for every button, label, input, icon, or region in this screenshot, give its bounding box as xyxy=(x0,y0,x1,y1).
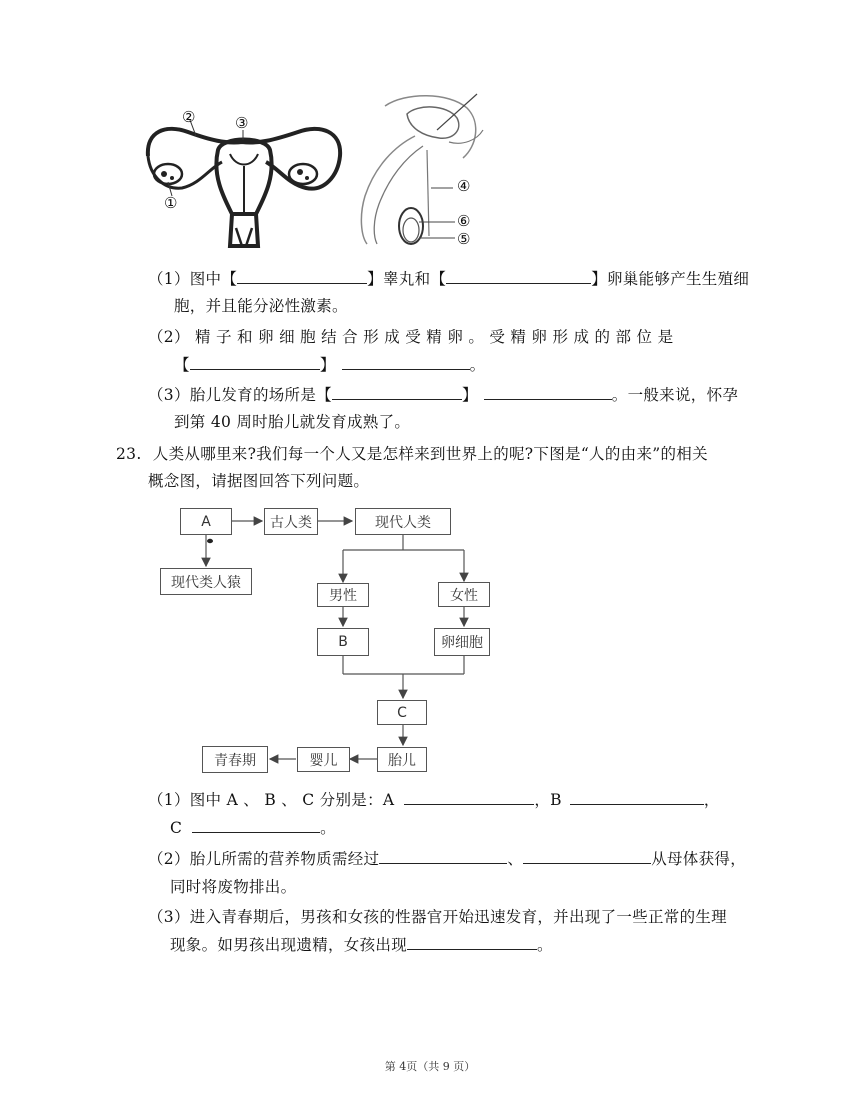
q23-blank-nutrient-path-2[interactable] xyxy=(523,848,651,864)
node-modern-human: 现代人类 xyxy=(355,508,451,535)
node-egg-cell: 卵细胞 xyxy=(434,628,490,656)
node-female: 女性 xyxy=(438,582,490,607)
label-2: ② xyxy=(182,108,196,126)
label-5: ⑤ xyxy=(457,230,471,248)
q22-part3-line1: （3）胎儿发育的场所是【 】 。一般来说，怀孕 xyxy=(148,386,739,404)
q23-blank-B[interactable] xyxy=(570,789,704,805)
node-baby: 婴儿 xyxy=(297,747,350,772)
q22-blank-ovary[interactable] xyxy=(446,268,591,284)
male-reproductive-figure xyxy=(345,86,495,256)
node-A: A xyxy=(180,508,232,535)
q22-part1-line2: 胞，并且能分泌性激素。 xyxy=(174,297,348,315)
q22-blank-fertilization-number[interactable] xyxy=(190,354,320,370)
q23-blank-C[interactable] xyxy=(192,817,320,833)
q23-stem-line1: 23. 人类从哪里来?我们每一个人又是怎样来到世界上的呢?下图是“人的由来”的相关 xyxy=(116,445,708,463)
q23-number: 23. xyxy=(116,445,142,463)
node-C: C xyxy=(377,700,427,725)
q22-blank-uterus-name[interactable] xyxy=(484,384,612,400)
q22-part2-line2: 【 】 。 xyxy=(174,356,486,374)
node-fetus: 胎儿 xyxy=(377,747,427,772)
q22-blank-testis[interactable] xyxy=(237,268,367,284)
q23-blank-menstruation[interactable] xyxy=(407,934,537,950)
q23-part1-line1: （1）图中 A 、 B 、 C 分别是：A ，B ， xyxy=(148,791,720,809)
q22-part3-line2: 到第 40 周时胎儿就发育成熟了。 xyxy=(174,413,411,431)
node-modern-ape: 现代类人猿 xyxy=(160,568,252,595)
node-puberty: 青春期 xyxy=(202,746,268,773)
node-male: 男性 xyxy=(317,583,369,607)
q23-blank-A[interactable] xyxy=(404,789,534,805)
label-1: ① xyxy=(164,194,178,212)
label-4: ④ xyxy=(457,177,471,195)
q23-part3-line1: （3）进入青春期后，男孩和女孩的性器官开始迅速发育，并出现了一些正常的生理 xyxy=(148,908,727,926)
q23-part2-line1: （2）胎儿所需的营养物质需经过 、 从母体获得， xyxy=(148,850,746,868)
q22-part1-line1: （1）图中【 】睾丸和【 】卵巢能够产生生殖细 xyxy=(148,270,750,288)
q22-blank-fertilization-name[interactable] xyxy=(342,354,470,370)
q22-blank-uterus-number[interactable] xyxy=(332,384,462,400)
q23-part1-line2: C 。 xyxy=(170,819,336,837)
node-B: B xyxy=(317,628,369,656)
label-3: ③ xyxy=(235,114,249,132)
q23-blank-nutrient-path-1[interactable] xyxy=(379,848,507,864)
node-ancient-human: 古人类 xyxy=(264,508,318,535)
q23-part2-line2: 同时将废物排出。 xyxy=(170,878,297,896)
page-footer: 第 4页（共 9 页） xyxy=(384,1060,476,1073)
label-6: ⑥ xyxy=(457,212,471,230)
q23-stem-line2: 概念图，请据图回答下列问题。 xyxy=(148,472,370,490)
q23-part3-line2: 现象。如男孩出现遗精，女孩出现 。 xyxy=(170,936,553,954)
q22-part2-line1: （2） 精 子 和 卵 细 胞 结 合 形 成 受 精 卵 。 受 精 卵 形 成 的 部 位 是 xyxy=(148,328,674,346)
